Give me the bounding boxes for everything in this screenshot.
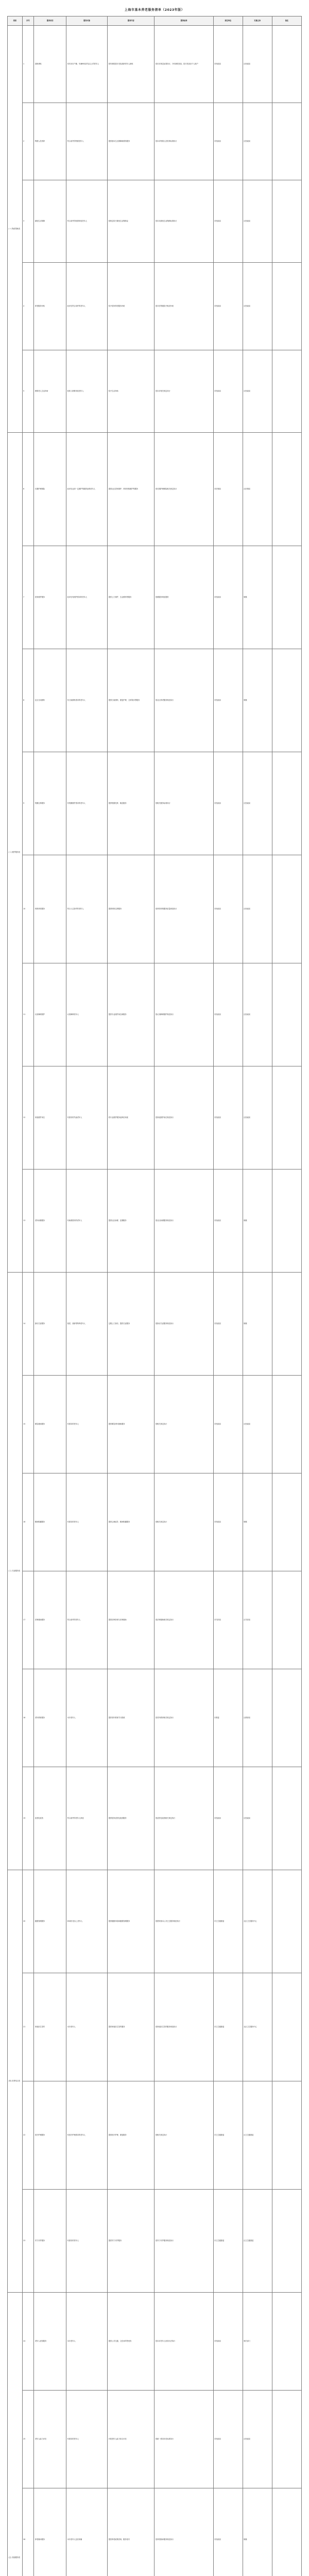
table-row: [8, 1973, 302, 2081]
table-row: [8, 1870, 302, 1973]
note-cell: [272, 1066, 301, 1170]
header-impl: 实施主体: [243, 16, 272, 26]
impl-cell: 区民政局: [243, 855, 272, 963]
target-cell: 认知障碍老年人: [66, 963, 108, 1066]
note-cell: [272, 855, 301, 963]
impl-cell: 区卫生健康委: [243, 2190, 272, 2293]
header-content: 服务内容: [108, 16, 154, 26]
note-cell: [272, 1973, 301, 2081]
content-cell: 按规定给予最低生活保障金: [108, 180, 154, 263]
target-cell: 独居、高龄等特殊老年人: [66, 1273, 108, 1376]
target-cell: 经评估有照护需求的老年人: [66, 546, 108, 649]
table-row: [8, 963, 302, 1066]
impl-cell: 街镇: [243, 1473, 272, 1571]
item-cell: 安宁疗护服务: [34, 2190, 66, 2293]
content-cell: 提供机构住养服务: [108, 855, 154, 963]
index-cell: 8: [22, 649, 34, 752]
target-cell: 有需求的老年人: [66, 1473, 108, 1571]
content-cell: 提供日间照料、康复护理、文体娱乐等服务: [108, 649, 154, 752]
index-cell: 22: [22, 2081, 34, 2190]
table-row: [8, 1473, 302, 1571]
note-cell: [272, 1767, 301, 1870]
note-cell: [272, 2488, 301, 2576]
content-cell: 提供社区助餐、送餐服务: [108, 1170, 154, 1273]
impl-cell: 相关部门: [243, 2293, 272, 2391]
impl-cell: 区民政局: [243, 103, 272, 180]
table-row: [8, 2293, 302, 2391]
note-cell: [272, 2293, 301, 2391]
content-cell: 提供家庭医生签约服务: [108, 1973, 154, 2081]
table-row: [8, 26, 302, 103]
target-cell: 有需求的失能老年人: [66, 1066, 108, 1170]
dept-cell: 市民政局: [213, 546, 243, 649]
impl-cell: 街镇: [243, 1170, 272, 1273]
standard-cell: 按本市相关规定执行: [154, 350, 213, 433]
content-cell: 提供短期托养、喘息服务: [108, 752, 154, 855]
index-cell: 2: [22, 103, 34, 180]
item-cell: 老年教育服务: [34, 1669, 66, 1767]
note-cell: [272, 26, 301, 103]
standard-cell: 按老年教育相关规定执行: [154, 1669, 213, 1767]
table-row: [8, 855, 302, 963]
impl-cell: 区民政局: [243, 26, 272, 103]
standard-cell: 按照服务规范提供: [154, 546, 213, 649]
standard-cell: 按法律援助相关规定执行: [154, 1571, 213, 1669]
impl-cell: 区民政局: [243, 1376, 272, 1473]
standard-cell: 按本市最低生活保障标准执行: [154, 180, 213, 263]
index-cell: 21: [22, 1973, 34, 2081]
dept-cell: 市民政局: [213, 2391, 243, 2488]
target-cell: 本市老年人及其家属: [66, 2488, 108, 2576]
category-cell: (一) 物质帮助类: [8, 26, 23, 433]
item-cell: 精神慰藉服务: [34, 1473, 66, 1571]
note-cell: [272, 1669, 301, 1767]
category-cell: (五) 其他服务类: [8, 2293, 23, 2576]
header-standard: 服务标准: [154, 16, 213, 26]
item-cell: 认知障碍照护: [34, 963, 66, 1066]
table-row: [8, 546, 302, 649]
note-cell: [272, 649, 301, 752]
content-cell: 提供医疗护理、康复服务: [108, 2081, 154, 2190]
table-row: [8, 2391, 302, 2488]
item-cell: 居家照护服务: [34, 546, 66, 649]
table-row: [8, 263, 302, 350]
note-cell: [272, 103, 301, 180]
table-row: [8, 2190, 302, 2293]
content-cell: 提供心理疏导、精神慰藉服务: [108, 1473, 154, 1571]
impl-cell: 区民政局: [243, 1066, 272, 1170]
standard-cell: 按社区助餐服务规范执行: [154, 1170, 213, 1273]
impl-cell: 街镇: [243, 649, 272, 752]
table-row: [8, 1669, 302, 1767]
dept-cell: 市民政局: [213, 1473, 243, 1571]
dept-cell: 市民政局: [213, 2293, 243, 2391]
table-row: [8, 1376, 302, 1473]
impl-cell: 区医保局: [243, 433, 272, 546]
impl-cell: 区卫生健康委: [243, 2081, 272, 2190]
table-row: [8, 649, 302, 752]
table-row: [8, 180, 302, 263]
index-cell: 11: [22, 963, 34, 1066]
index-cell: 15: [22, 1376, 34, 1473]
item-cell: 紧急援助服务: [34, 1376, 66, 1473]
dept-cell: 市民政局: [213, 26, 243, 103]
table-row: [8, 1066, 302, 1170]
target-cell: 有短期照护需求的老年人: [66, 752, 108, 855]
item-cell: 探访关爱服务: [34, 1273, 66, 1376]
target-cell: 符合条件的老年人家庭: [66, 1767, 108, 1870]
note-cell: [272, 1170, 301, 1273]
note-cell: [272, 1870, 301, 1973]
impl-cell: 街镇: [243, 2488, 272, 2576]
item-cell: 健康管理服务: [34, 1870, 66, 1973]
target-cell: 具有本市户籍、年满65周岁及以上的老年人: [66, 26, 108, 103]
note-cell: [272, 180, 301, 263]
item-cell: 老年人优待服务: [34, 2293, 66, 2391]
note-cell: [272, 2190, 301, 2293]
standard-cell: 按养老顾问服务规范执行: [154, 2488, 213, 2576]
dept-cell: 市民政局: [213, 1066, 243, 1170]
note-cell: [272, 2081, 301, 2190]
header-index: 序号: [22, 16, 34, 26]
dept-cell: 市司法局: [213, 1571, 243, 1669]
impl-cell: 区民政局: [243, 350, 272, 433]
standard-cell: 按养老机构服务质量规范执行: [154, 855, 213, 963]
content-cell: 给予居家养老服务补贴: [108, 263, 154, 350]
impl-cell: 社区卫生服务中心: [243, 1973, 272, 2081]
item-cell: 老年人能力评估: [34, 2391, 66, 2488]
table-row: [8, 350, 302, 433]
item-cell: 特困人员供养: [34, 103, 66, 180]
dept-cell: 市民政局: [213, 752, 243, 855]
index-cell: 5: [22, 350, 34, 433]
note-cell: [272, 2391, 301, 2488]
category-cell: (二) 照护服务类: [8, 433, 23, 1273]
target-cell: 有需求的老年人: [66, 2391, 108, 2488]
note-cell: [272, 963, 301, 1066]
content-cell: 给予生活补助: [108, 350, 154, 433]
content-cell: 定期上门探访，提供关爱服务: [108, 1273, 154, 1376]
index-cell: 26: [22, 2488, 34, 2576]
item-cell: 养老服务补贴: [34, 263, 66, 350]
dept-cell: 市卫生健康委: [213, 1870, 243, 1973]
item-cell: 长期护理保险: [34, 433, 66, 546]
table-row: [8, 2488, 302, 2576]
page-title: 上海市基本养老服务清单（2023年版）: [124, 8, 185, 12]
dept-cell: 市民政局: [213, 855, 243, 963]
note-cell: [272, 546, 301, 649]
item-cell: 家庭照护床位: [34, 1066, 66, 1170]
target-cell: 符合条件的低保家庭老年人: [66, 180, 108, 263]
dept-cell: 市教委: [213, 1669, 243, 1767]
content-cell: 提供安宁疗护服务: [108, 2190, 154, 2293]
category-cell: (四) 医养结合类: [8, 1870, 23, 2293]
impl-cell: 区教育局: [243, 1669, 272, 1767]
table-row: [8, 2081, 302, 2190]
content-cell: 提供紧急呼叫援助服务: [108, 1376, 154, 1473]
target-cell: 符合入住条件的老年人: [66, 855, 108, 963]
target-cell: 本市老年人: [66, 1669, 108, 1767]
content-cell: 按年龄段按月发放高龄老年人津贴: [108, 26, 154, 103]
content-cell: 提供养老政策咨询、服务指引: [108, 2488, 154, 2576]
standard-cell: 按本市老年人优待办法执行: [154, 2293, 213, 2391]
index-cell: 12: [22, 1066, 34, 1170]
dept-cell: 市民政局: [213, 1376, 243, 1473]
index-cell: 25: [22, 2391, 34, 2488]
item-cell: 机构养老服务: [34, 855, 66, 963]
target-cell: 有医疗护理需求的老年人: [66, 2081, 108, 2190]
target-cell: 有需求的老年人: [66, 1376, 108, 1473]
standard-cell: 按家庭照护床位规范执行: [154, 1066, 213, 1170]
table-row: [8, 752, 302, 855]
index-cell: 9: [22, 752, 34, 855]
index-cell: 17: [22, 1571, 34, 1669]
target-cell: 65周岁及以上老年人: [66, 1870, 108, 1973]
header-note: 备注: [272, 16, 301, 26]
content-cell: 提供社区居家照护、养老机构照护等服务: [108, 433, 154, 546]
standard-cell: 按国家基本公共卫生服务规范执行: [154, 1870, 213, 1973]
index-cell: 13: [22, 1170, 34, 1273]
target-cell: 经评估符合条件的老年人: [66, 263, 108, 350]
dept-cell: 市医保局: [213, 433, 243, 546]
index-cell: 14: [22, 1273, 34, 1376]
note-cell: [272, 433, 301, 546]
impl-cell: 区民政局: [243, 180, 272, 263]
standard-cell: 按探访关爱服务规范执行: [154, 1273, 213, 1376]
item-cell: 家庭医生签约: [34, 1973, 66, 2081]
target-cell: 有需求的老年人: [66, 2190, 108, 2293]
dept-cell: 市民政局: [213, 1767, 243, 1870]
dept-cell: 市民政局: [213, 1273, 243, 1376]
impl-cell: 街镇: [243, 546, 272, 649]
standard-cell: 按统一需求评估标准执行: [154, 2391, 213, 2488]
standard-cell: 按相关规定执行: [154, 1376, 213, 1473]
target-cell: 符合条件的特困老年人: [66, 103, 108, 180]
content-cell: 提供公共交通、文化场所等优待: [108, 2293, 154, 2391]
content-cell: 开展老年人能力综合评估: [108, 2391, 154, 2488]
item-cell: 困难老人生活补助: [34, 350, 66, 433]
table-body: [8, 26, 302, 2576]
content-cell: 提供居家适老化改造服务: [108, 1767, 154, 1870]
standard-cell: 按相关规定执行: [154, 2081, 213, 2190]
target-cell: 本市老年人: [66, 2293, 108, 2391]
standard-cell: 按适老化改造相关规定执行: [154, 1767, 213, 1870]
index-cell: 10: [22, 855, 34, 963]
content-cell: 提供健康体检和健康管理服务: [108, 1870, 154, 1973]
index-cell: 1: [22, 26, 34, 103]
impl-cell: 区民政局: [243, 752, 272, 855]
dept-cell: 市民政局: [213, 180, 243, 263]
target-cell: 低收入困难家庭老年人: [66, 350, 108, 433]
standard-cell: 按相关服务标准执行: [154, 752, 213, 855]
standard-cell: 按相关规定执行: [154, 1473, 213, 1571]
item-cell: 养老顾问服务: [34, 2488, 66, 2576]
item-cell: 老年助餐服务: [34, 1170, 66, 1273]
header-item: 服务项目: [34, 16, 66, 26]
impl-cell: 社区卫生服务中心: [243, 1870, 272, 1973]
standard-cell: 按安宁疗护服务规范执行: [154, 2190, 213, 2293]
note-cell: [272, 1273, 301, 1376]
dept-cell: 市民政局: [213, 1170, 243, 1273]
dept-cell: 市民政局: [213, 263, 243, 350]
note-cell: [272, 263, 301, 350]
standard-cell: 按认知障碍照护规范执行: [154, 963, 213, 1066]
dept-cell: 市民政局: [213, 963, 243, 1066]
item-cell: 社区日间照料: [34, 649, 66, 752]
item-cell: 适老化改造: [34, 1767, 66, 1870]
table-row: [8, 1571, 302, 1669]
impl-cell: 区司法局: [243, 1571, 272, 1669]
content-cell: 提供基本生活保障和照料服务: [108, 103, 154, 180]
standard-cell: 按本市规定标准执行，分年龄段发放，按月发放至个人账户: [154, 26, 213, 103]
content-cell: 提供老年教育学习资源: [108, 1669, 154, 1767]
target-cell: 有日间照料需求的老年人: [66, 649, 108, 752]
dept-cell: 市卫生健康委: [213, 1973, 243, 2081]
dept-cell: 市卫生健康委: [213, 2081, 243, 2190]
item-cell: 医疗护理服务: [34, 2081, 66, 2190]
item-cell: 法律援助服务: [34, 1571, 66, 1669]
dept-cell: 市民政局: [213, 649, 243, 752]
content-cell: 提供上门照护、生活照料等服务: [108, 546, 154, 649]
content-cell: 提供法律咨询与法律援助: [108, 1571, 154, 1669]
note-cell: [272, 1473, 301, 1571]
impl-cell: 区民政局: [243, 263, 272, 350]
standard-cell: 按本市特困人员供养标准执行: [154, 103, 213, 180]
standard-cell: 按评估等级给予相应补贴: [154, 263, 213, 350]
table-header-row: [8, 16, 302, 26]
index-cell: 23: [22, 2190, 34, 2293]
impl-cell: 街镇: [243, 1273, 272, 1376]
impl-cell: 区民政局: [243, 963, 272, 1066]
item-cell: 短期住养服务: [34, 752, 66, 855]
index-cell: 4: [22, 263, 34, 350]
service-list-table: [7, 16, 302, 2576]
target-cell: 符合条件的老年人: [66, 1571, 108, 1669]
dept-cell: 市民政局: [213, 2488, 243, 2576]
content-cell: 将专业照护服务延伸至家庭: [108, 1066, 154, 1170]
target-cell: 有助餐需求的老年人: [66, 1170, 108, 1273]
note-cell: [272, 1376, 301, 1473]
standard-cell: 按家庭医生签约服务规范执行: [154, 1973, 213, 2081]
index-cell: 20: [22, 1870, 34, 1973]
category-cell: (三) 关爱服务类: [8, 1273, 23, 1870]
note-cell: [272, 752, 301, 855]
note-cell: [272, 1571, 301, 1669]
target-cell: 经评估达到一定照护等级的参保老年人: [66, 433, 108, 546]
item-cell: 高龄津贴: [34, 26, 66, 103]
standard-cell: 按长期护理保险相关规定执行: [154, 433, 213, 546]
index-cell: 7: [22, 546, 34, 649]
index-cell: 18: [22, 1669, 34, 1767]
standard-cell: 按社区养老服务规范执行: [154, 649, 213, 752]
table-row: [8, 103, 302, 180]
header-category: 类别: [8, 16, 23, 26]
note-cell: [272, 350, 301, 433]
dept-cell: 市民政局: [213, 103, 243, 180]
index-cell: 3: [22, 180, 34, 263]
impl-cell: 区民政局: [243, 1767, 272, 1870]
content-cell: 提供专业照护床位和服务: [108, 963, 154, 1066]
header-dept: 责任单位: [213, 16, 243, 26]
table-row: [8, 1170, 302, 1273]
item-cell: 最低生活保障: [34, 180, 66, 263]
table-row: [8, 433, 302, 546]
index-cell: 16: [22, 1473, 34, 1571]
index-cell: 6: [22, 433, 34, 546]
index-cell: 24: [22, 2293, 34, 2391]
index-cell: 19: [22, 1767, 34, 1870]
impl-cell: 区民政局: [243, 2391, 272, 2488]
target-cell: 本市老年人: [66, 1973, 108, 2081]
dept-cell: 市卫生健康委: [213, 2190, 243, 2293]
table-row: [8, 1273, 302, 1376]
header-target: 服务对象: [66, 16, 108, 26]
dept-cell: 市民政局: [213, 350, 243, 433]
table-row: [8, 1767, 302, 1870]
